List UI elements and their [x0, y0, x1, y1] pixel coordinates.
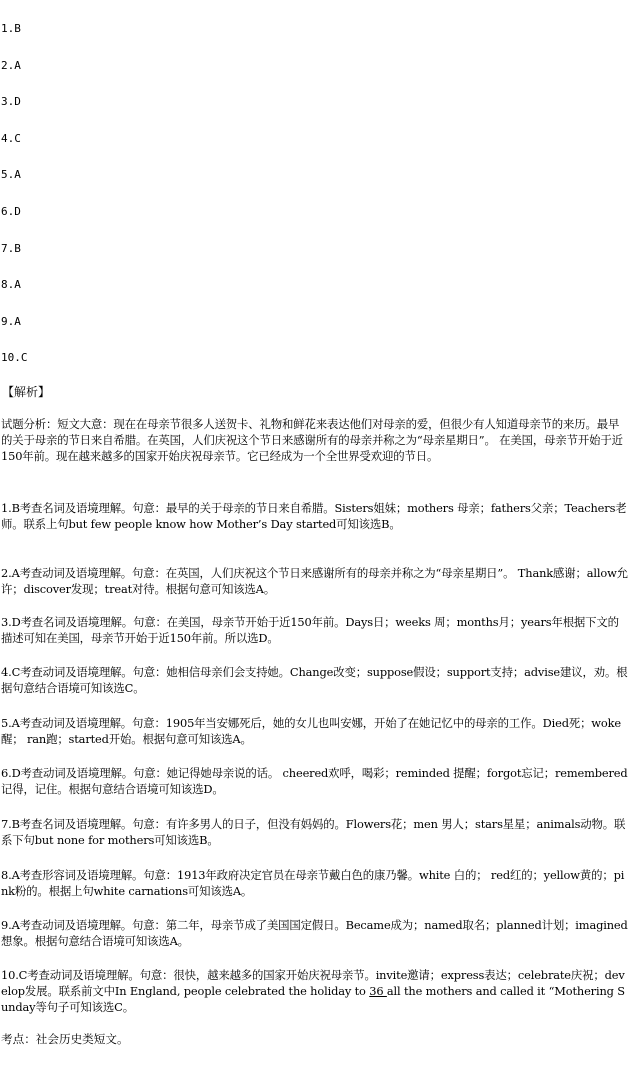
answer-item: 10.C	[1, 351, 28, 365]
answer-item: 2.A	[1, 58, 21, 72]
answer-item: 4.C	[1, 131, 21, 145]
explanation-10-text-after: all the mothers and called it “Mothering Sunday等句子可知该选C。	[1, 984, 625, 1015]
explanation-paragraph: 8.A考查形容词及语境理解。句意：1913年政府决定官员在母亲节戴白色的康乃馨。white 白的； red红的；yellow黄的；pink粉的。根据上句white carnations可知该选A。	[1, 868, 625, 899]
explanation-paragraph: 7.B考查名词及语境理解。句意：有许多男人的日子，但没有妈妈的。Flowers花；men 男人；stars星星；animals动物。联系下句but none for mothers可知该选B。	[1, 817, 626, 848]
answer-item: 6.D	[1, 204, 21, 218]
answer-item: 8.A	[1, 278, 21, 292]
summary-paragraph: 试题分析：短文大意：现在在母亲节很多人送贺卡、礼物和鲜花来表达他们对母亲的爱，但很少有人知道母亲节的来历。最早的关于母亲的节日来自希腊。在英国，人们庆祝这个节日来感谢所有的母亲并称之为“母亲星期日”。 在美国，母亲节开始于近150年前。现在越来越多的国家开始庆祝母亲节。它已经成为一个全世界受欢迎的节日。	[1, 417, 623, 464]
explanation-paragraph-10	[1, 967, 629, 1015]
answer-item: 3.D	[1, 95, 21, 109]
explanation-paragraph: 5.A考查动词及语境理解。句意：1905年当安娜死后，她的女儿也叫安娜，开始了在她记忆中的母亲的工作。Died死；woke醒； ran跑；started开始。根据句意可知该选A。	[1, 716, 621, 747]
explanation-paragraph: 6.D考查动词及语境理解。句意：她记得她母亲说的话。 cheered欢呼，喝彩；reminded 提醒；forgot忘记；remembered记得，记住。根据句意结合语境可知该选D。	[1, 766, 628, 797]
topic-footer: 考点：社会历史类短文。	[1, 1032, 129, 1046]
explanation-paragraph: 2.A考查动词及语境理解。句意：在英国，人们庆祝这个节日来感谢所有的母亲并称之为“母亲星期日”。 Thank感谢；allow允许；discover发现；treat对待。根据句意可知该选A。	[1, 566, 628, 597]
answer-item: 9.A	[1, 314, 21, 328]
answer-key-list	[1, 20, 201, 386]
explanation-10-text-before: 10.C考查动词及语境理解。句意：很快，越来越多的国家开始庆祝母亲节。invite邀请；express表达；celebrate庆祝；develop发展。联系前文中In England, people celebrated the holiday to	[1, 968, 625, 999]
explanation-paragraph: 3.D考查名词及语境理解。句意：在美国，母亲节开始于近150年前。Days日；weeks 周；months月；years年根据下文的描述可知在美国，母亲节开始于近150年前。所以选D。	[1, 615, 619, 646]
analysis-heading: 【解析】	[2, 385, 51, 399]
explanation-paragraph: 4.C考查动词及语境理解。句意：她相信母亲们会支持她。Change改变；suppose假设；support支持；advise建议，劝。根据句意结合语境可知该选C。	[1, 665, 628, 696]
answer-item: 1.B	[1, 22, 21, 35]
explanation-paragraph: 9.A考查动词及语境理解。句意：第二年，母亲节成了美国国定假日。Became成为；named取名；planned计划；imagined想象。根据句意结合语境可知该选A。	[1, 918, 628, 949]
answer-item: 5.A	[1, 168, 21, 182]
explanation-paragraph: 1.B考查名词及语境理解。句意：最早的关于母亲的节日来自希腊。Sisters姐妹；mothers 母亲；fathers父亲；Teachers老师。联系上句but few people know how Mother’s Day started可知该选B。	[1, 501, 627, 532]
answer-item: 7.B	[1, 241, 21, 255]
blank-number: 36	[369, 984, 387, 999]
